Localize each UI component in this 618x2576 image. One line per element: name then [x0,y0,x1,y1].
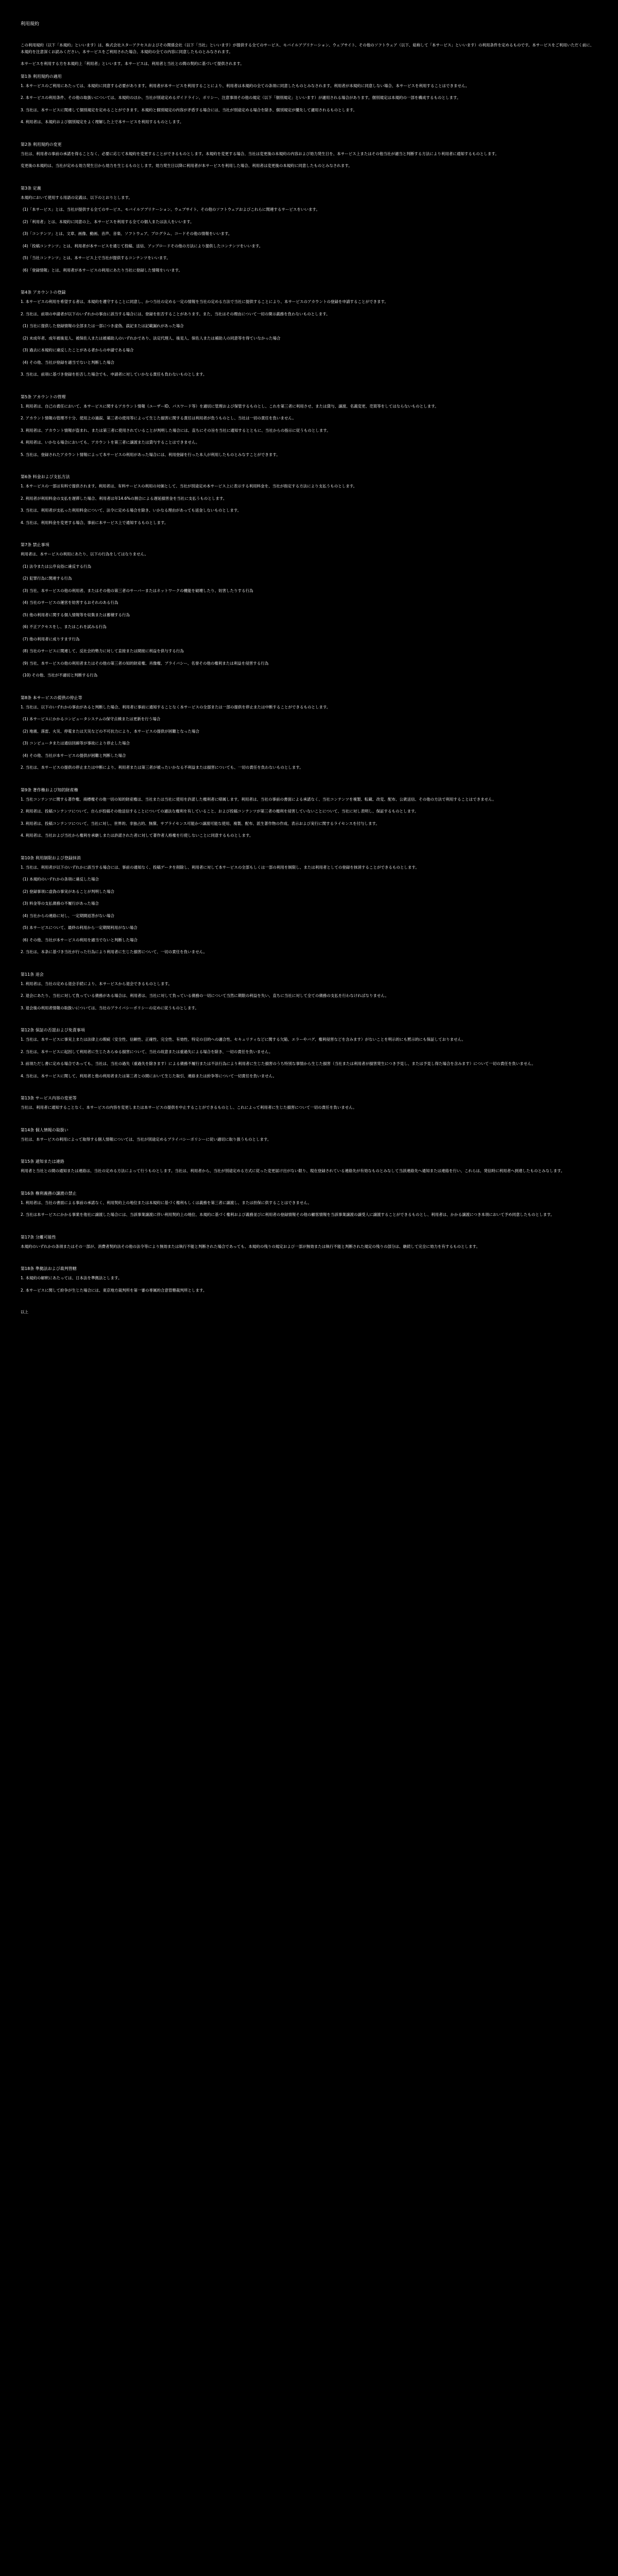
article-list-item: (10) その他、当社が不適切と判断する行為 [23,673,98,677]
article-paragraph: 3. 前項ただし書に定める場合であっても、当社は、当社の過失（重過失を除きます）による債務不履行または不法行為により利用者に生じた損害のうち特別な事情から生じた損害（当社または利用者が損害発生につき予見し、または予見し得た場合を含みます）について一切の責任を負いません。 [21,1061,536,1066]
article-list-item: (3) 過去に本規約に違反したことがある者からの申請である場合 [23,348,134,352]
article-title: 第18条 準拠法および裁判管轄 [21,1266,77,1271]
article-paragraph: 4. 利用者は、当社および当社から権利を承継しまたは許諾された者に対して著作者人格権を行使しないことに同意するものとします。 [21,833,253,838]
article-list-item: (2) 地震、落雷、火災、停電または天災などの不可抗力により、本サービスの提供が困難となった場合 [23,728,200,734]
article-paragraph: 1. 当社は、利用者が以下のいずれかに該当する場合には、事前の通知なく、投稿データを削除し、利用者に対して本サービスの全部もしくは一部の利用を制限し、または利用者としての登録を抹消することができるものとします。 [21,865,419,870]
article-list-item: (4) 当社のサービスの運営を妨害するおそれのある行為 [23,600,118,605]
article-paragraph: 3. 利用者は、投稿コンテンツについて、当社に対し、世界的、非独占的、無償、サブライセンス可能かつ譲渡可能な使用、複製、配布、派生著作物の作成、表示および実行に関するライセンスを付与します。 [21,821,380,826]
article-paragraph: 1. 本サービスの利用を希望する者は、本規約を遵守することに同意し、かつ当社の定める一定の情報を当社の定める方法で当社に提供することにより、本サービスのアカウントの登録を申請することができます。 [21,299,388,304]
article-list-item: (2)「利用者」とは、本規約に同意の上、本サービスを利用する全ての個人または法人をいいます。 [23,219,194,224]
article-section [21,473,597,526]
article-title: 第14条 個人情報の取扱い [21,1127,68,1132]
article-list-item: (1)「本サービス」とは、当社が提供する全てのサービス、モバイルアプリケーション、ウェブサイト、その他のソフトウェアおよびこれらに関連するサービスをいいます。 [23,207,320,212]
intro-paragraph: 本サービスを利用する方を本規約上「利用者」といいます。本サービスは、利用者と当社との間の契約に基づいて提供されます。 [21,61,244,66]
article-list-item: (4)「投稿コンテンツ」とは、利用者が本サービスを通じて投稿、送信、アップロードその他の方法により提供したコンテンツをいいます。 [23,243,263,248]
article-list-item: (1) 当社に提供した登録情報の全部または一部につき虚偽、誤記または記載漏れがあった場合 [23,324,184,328]
article-section [21,1158,597,1175]
article-list-item: (4) その他、当社が登録を適当でないと判断した場合 [23,360,115,365]
article-paragraph: 1. 当社は、本サービスに事実上または法律上の瑕疵（安全性、信頼性、正確性、完全性、有効性、特定の目的への適合性、セキュリティなどに関する欠陥、エラーやバグ、権利侵害などを含みます）がないことを明示的にも黙示的にも保証しておりません。 [21,1037,466,1042]
article-title: 第3条 定義 [21,185,41,191]
article-paragraph: 当社は、利用者に通知することなく、本サービスの内容を変更しまたは本サービスの提供を中止することができるものとし、これによって利用者に生じた損害について一切の責任を負いません。 [21,1105,357,1110]
article-title: 第6条 料金および支払方法 [21,474,70,479]
article-title: 第7条 禁止事項 [21,543,49,547]
article-title: 第16条 権利義務の譲渡の禁止 [21,1191,77,1196]
article-title: 第13条 サービス内容の変更等 [21,1096,77,1100]
article-paragraph: 1. 当社は、以下のいずれかの事由があると判断した場合、利用者に事前に通知することなく本サービスの全部または一部の提供を停止または中断することができるものとします。 [21,704,331,709]
article-title: 第8条 本サービスの提供の停止等 [21,695,82,700]
article-section [21,394,597,459]
article-paragraph: 1. 利用者は、自己の責任において、本サービスに関するアカウント情報（ユーザーID、パスワード等）を適切に管理および保管するものとし、これを第三者に利用させ、または貸与、譲渡、名義変更、売買等をしてはならないものとします。 [21,403,439,409]
article-section [21,694,597,771]
article-list-item: (3) 当社、本サービスの他の利用者、またはその他の第三者のサーバーまたはネットワークの機能を破壊したり、妨害したりする行為 [23,588,253,593]
article-section [21,855,597,956]
article-paragraph: 1. 本規約の解釈にあたっては、日本法を準拠法とします。 [21,1276,122,1280]
article-paragraph: 3. 利用者は、アカウント情報が盗まれ、または第三者に使用されていることが判明した場合には、直ちにその旨を当社に通知するとともに、当社からの指示に従うものとします。 [21,428,331,433]
article-paragraph: 1. 本サービスの一部は有料で提供されます。利用者は、有料サービスの利用の対価として、当社が別途定め本サービス上に表示する利用料金を、当社が指定する方法により支払うものとします。 [21,484,357,488]
article-title: 第2条 利用規約の変更 [21,142,62,147]
article-list-item: (8) 当社のサービスに関連して、反社会的勢力に対して直接または間接に利益を供与する行為 [23,649,184,653]
article-list-item: (3) コンピュータまたは通信回線等が事故により停止した場合 [23,741,130,745]
article-paragraph: 本規約のいずれかの条項またはその一部が、消費者契約法その他の法令等により無効または執行不能と判断された場合であっても、本規約の残りの規定および一部が無効または執行不能と判断された規定の残りの部分は、継続して完全に効力を有するものとします。 [21,1244,480,1249]
article-paragraph: 2. 退会にあたり、当社に対して負っている債務がある場合は、利用者は、当社に対して負っている債務の一切について当然に期限の利益を失い、直ちに当社に対して全ての債務の支払を行わなければなりません。 [21,993,389,998]
article-paragraph: 3. 退会後の利用者情報の取扱いについては、当社のプライバシーポリシーの定めに従うものとします。 [21,1005,199,1010]
article-paragraph: 4. 当社は、本サービスに関して、利用者と他の利用者または第三者との間において生じた取引、連絡または紛争等について一切責任を負いません。 [21,1073,277,1078]
article-list-item: (2) 未成年者、成年被後見人、被保佐人または被補助人のいずれかであり、法定代理人、後見人、保佐人または補助人の同意等を得ていなかった場合 [23,335,281,341]
article-paragraph: 4. 利用者は、本規約および個別規定をよく理解した上で本サービスを利用するものとします。 [21,120,184,124]
article-list-item: (4) その他、当社が本サービスの提供が困難と判断した場合 [23,753,126,758]
article-paragraph: 1. 当社コンテンツに関する著作権、商標権その他一切の知的財産権は、当社または当社に使用を許諾した権利者に帰属します。利用者は、当社の事前の書面による承諾なく、当社コンテンツを複製、転載、改変、配布、公衆送信、その他の方法で利用することはできません。 [21,796,496,802]
article-title: 第17条 分離可能性 [21,1234,56,1240]
article-list-item: (1) 法令または公序良俗に違反する行為 [23,564,92,569]
article-paragraph: 2. 当社は、本サービスの提供の停止または中断により、利用者または第三者が被ったいかなる不利益または損害についても、一切の責任を負わないものとします。 [21,765,303,770]
article-paragraph: 2. アカウント情報の管理不十分、使用上の過誤、第三者の使用等によって生じた損害に関する責任は利用者が負うものとし、当社は一切の責任を負いません。 [21,416,296,420]
article-title: 第9条 著作権および知的財産権 [21,787,78,792]
article-section [21,1027,597,1079]
document-intro [21,42,597,67]
article-paragraph: 2. 当社は、前項の申請者が以下のいずれかの事由に該当する場合には、登録を拒否することがあります。また、当社はその理由について一切の開示義務を負わないものとします。 [21,311,330,316]
article-list-item: (6) その他、当社が本サービスの利用を適当でないと判断した場合 [23,937,138,942]
intro-paragraph: この利用規約（以下「本規約」といいます）は、株式会社スターアクセスおよびその関係会社（以下「当社」といいます）が提供する全てのサービス、モバイルアプリケーション、ウェブサイト、その他のソフトウェア（以下、総称して「本サービス」といいます）の利用条件を定めるものです。本サービスをご利用いただく前に、本規約を注意深くお読みください。本サービスをご利用された場合、本規約の全ての内容に同意したものとみなされます。 [21,43,594,54]
article-paragraph: 3. 当社は、本サービスに関連して個別規定を定めることができます。本規約と個別規定の内容が矛盾する場合には、当社が別途定める場合を除き、個別規定が優先して適用されるものとします。 [21,107,357,112]
article-paragraph: 2. 当社は、本サービスに起因して利用者に生じたあらゆる損害について、当社の故意または重過失による場合を除き、一切の責任を負いません。 [21,1049,273,1054]
article-section [21,1095,597,1111]
article-list-item: (3) 料金等の支払債務の不履行があった場合 [23,901,99,906]
article-list-item: (5) 本サービスについて、最終の利用から一定期間利用がない場合 [23,925,138,930]
article-paragraph: 本規約において使用する用語の定義は、以下のとおりとします。 [21,195,132,200]
article-list-item: (4) 当社からの連絡に対し、一定期間返答がない場合 [23,913,115,918]
article-title: 第15条 通知または連絡 [21,1159,64,1164]
article-paragraph: 3. 当社は、前項に基づき登録を拒否した場合でも、申請者に対していかなる責任も負わないものとします。 [21,372,207,377]
article-paragraph: 2. 当社は本サービスにかかる事業を他社に譲渡した場合には、当該事業譲渡に伴い利用契約上の地位、本規約に基づく権利および義務並びに利用者の登録情報その他の顧客情報を当該事業譲渡の譲受人に譲渡することができるものとし、利用者は、かかる譲渡につき本項において予め同意したものとします。 [21,1212,555,1217]
article-paragraph: 4. 利用者は、いかなる場合においても、アカウントを第三者に譲渡または貸与することはできません。 [21,440,200,445]
article-list-item: (2) 登録事項に虚偽の事実があることが判明した場合 [23,889,115,894]
article-paragraph: 4. 当社は、利用料金を変更する場合、事前に本サービス上で通知するものとします。 [21,520,168,525]
article-paragraph: 2. 当社は、本条に基づき当社が行った行為により利用者に生じた損害について、一切の責任を負いません。 [21,950,208,954]
article-paragraph: 1. 利用者は、当社の書面による事前の承諾なく、利用契約上の地位または本規約に基づく権利もしくは義務を第三者に譲渡し、または担保に供することはできません。 [21,1200,312,1205]
article-section [21,141,597,170]
article-list-item: (7) 他の利用者に成りすます行為 [23,636,80,641]
article-title: 第11条 退会 [21,972,44,977]
article-section [21,787,597,839]
article-list-item: (2) 犯罪行為に関連する行為 [23,576,72,581]
document-footer: 以上 [21,1310,28,1314]
article-paragraph: 当社は、本サービスの利用によって取得する個人情報については、当社が別途定めるプライバシーポリシーに従い適切に取り扱うものとします。 [21,1137,271,1142]
article-section [21,1234,597,1250]
article-paragraph: 1. 利用者は、当社の定める退会手続により、本サービスから退会できるものとします。 [21,981,172,986]
article-list-item: (5) 他の利用者に関する個人情報等を収集または蓄積する行為 [23,612,130,617]
article-paragraph: 2. 本サービスの利用条件、その他の取扱いについては、本規約のほか、当社が別途定めるガイドライン、ポリシー、注意事項その他の規定（以下「個別規定」といいます）が適用される場合があります。個別規定は本規約の一部を構成するものとします。 [21,95,461,100]
article-title: 第10条 利用制限および登録抹消 [21,855,81,860]
article-paragraph: 当社は、利用者の事前の承諾を得ることなく、必要に応じて本規約を変更することができるものとします。本規約を変更する場合、当社は変更後の本規約の内容および効力発生日を、本サービス上またはその他当社が適当と判断する方法により利用者に通知するものとします。 [21,151,499,156]
document-sections [21,73,597,1294]
article-list-item: (9) 当社、本サービスの他の利用者またはその他の第三者の知的財産権、肖像権、プライバシー、名誉その他の権利または利益を侵害する行為 [23,660,269,666]
article-paragraph: 2. 本サービスに関して紛争が生じた場合には、東京地方裁判所を第一審の専属的合意管轄裁判所とします。 [21,1287,207,1293]
article-list-item: (6)「登録情報」とは、利用者が本サービスの利用にあたり当社に登録した情報をいいます。 [23,267,183,273]
article-list-item: (3)「コンテンツ」とは、文章、画像、動画、音声、音楽、ソフトウェア、プログラム、コードその他の情報をいいます。 [23,231,232,236]
article-paragraph: 2. 利用者は、投稿コンテンツについて、自らが投稿その他送信することについての適法な権利を有していること、および投稿コンテンツが第三者の権利を侵害していないことについて、当社に対し表明し、保証するものとします。 [21,809,419,814]
article-paragraph: 変更後の本規約は、当社が定める効力発生日から効力を生じるものとします。効力発生日以降に利用者が本サービスを利用した場合、利用者は変更後の本規約に同意したものとみなされます。 [21,163,352,168]
article-title: 第1条 利用規約の適用 [21,74,62,79]
article-section [21,289,597,378]
terms-document [21,21,597,1321]
article-title: 第5条 アカウントの管理 [21,394,66,399]
article-list-item: (1) 本サービスにかかるコンピュータシステムの保守点検または更新を行う場合 [23,717,161,721]
article-section [21,971,597,1012]
article-list-item: (6) 不正アクセスをし、またはこれを試みる行為 [23,624,107,629]
article-paragraph: 3. 当社は、利用者が支払った利用料金について、法令に定める場合を除き、いかなる理由があっても返金しないものとします。 [21,508,242,513]
article-title: 第4条 アカウントの登録 [21,290,66,295]
article-paragraph: 5. 当社は、登録されたアカウント情報によって本サービスの利用があった場合には、利用登録を行った本人が利用したものとみなすことができます。 [21,452,280,457]
article-paragraph: 1. 本サービスのご利用にあたっては、本規約に同意する必要があります。利用者が本サービスを利用することにより、利用者は本規約の全ての条項に同意したものとみなされます。利用者が本規約に同意しない場合、本サービスを利用することはできません。 [21,83,470,88]
article-section [21,73,597,126]
article-list-item: (5)「当社コンテンツ」とは、本サービス上で当社が提供するコンテンツをいいます。 [23,256,170,260]
article-paragraph: 利用者は、本サービスの利用にあたり、以下の行為をしてはなりません。 [21,552,148,556]
article-paragraph: 利用者と当社との間の通知または連絡は、当社の定める方法によって行うものとします。当社は、利用者から、当社が別途定める方式に従った変更届け出がない限り、現在登録されている連絡先が有効なものとみなして当該連絡先へ通知または連絡を行い、これらは、発信時に利用者へ到達したものとみなします。 [21,1168,565,1173]
article-section [21,541,597,679]
article-section [21,1127,597,1143]
document-title: 利用規約 [21,22,40,27]
article-section [21,1190,597,1218]
article-list-item: (1) 本規約のいずれかの条項に違反した場合 [23,877,99,882]
article-title: 第12条 保証の否認および免責事項 [21,1028,85,1032]
article-section [21,185,597,274]
article-section [21,1265,597,1294]
article-paragraph: 2. 利用者が利用料金の支払を遅滞した場合、利用者は年14.6%の割合による遅延損害金を当社に支払うものとします。 [21,496,227,501]
